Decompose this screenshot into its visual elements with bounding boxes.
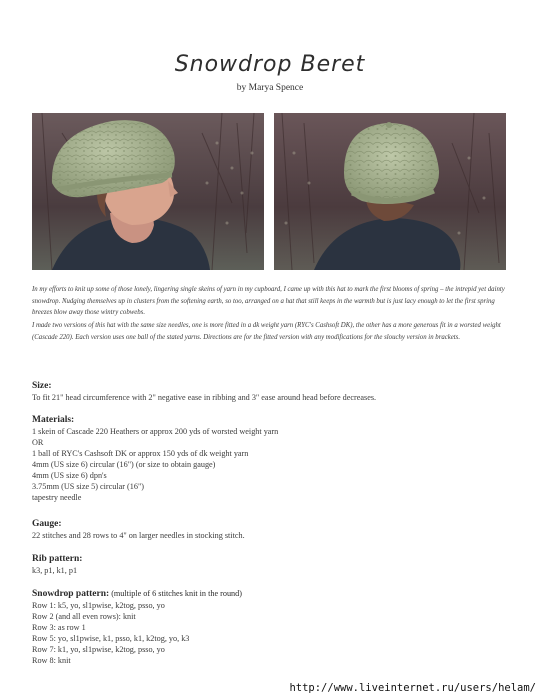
materials-line: tapestry needle — [32, 493, 82, 502]
materials-line: 4mm (US size 6) circular (16") (or size to obtain gauge) — [32, 460, 216, 469]
pattern-row: Row 8: knit — [32, 656, 71, 665]
pattern-row: Row 3: as row 1 — [32, 623, 86, 632]
pattern-row: Row 2 (and all even rows): knit — [32, 612, 136, 621]
size-heading: Size: — [32, 381, 52, 391]
intro-paragraph-1 — [32, 284, 510, 319]
photo-profile-image — [32, 113, 264, 270]
materials-heading: Materials: — [32, 415, 75, 425]
materials-line: 1 ball of RYC's Cashsoft DK or approx 150 yds of dk weight yarn — [32, 449, 249, 458]
author-byline: by Marya Spence — [236, 83, 304, 93]
intro-paragraph-2 — [32, 320, 510, 343]
section-gauge — [32, 518, 512, 541]
source-url-watermark: http://www.liveinternet.ru/users/helam/ — [289, 682, 536, 694]
gauge-text: 22 stitches and 28 rows to 4" on larger needles in stocking stitch. — [32, 531, 245, 540]
section-snowdrop-pattern — [32, 588, 512, 666]
snowdrop-heading — [32, 588, 512, 600]
photo-profile-view — [32, 113, 264, 270]
pattern-row: Row 7: k1, yo, sl1pwise, k2tog, psso, yo — [32, 645, 165, 654]
intro-text-2: I made two versions of this hat with the same size needles, one is more fitted in a dk weight yarn (RYC's Cashsoft DK), the other has a more generous fit in a worsted weight (Cascade 220). Each version uses one ball of the stated yarns. Directions are for the fitted version with any modifications for the slouchy version in brackets. — [32, 322, 501, 341]
materials-line: 4mm (US size 6) dpn's — [32, 471, 107, 480]
rib-heading: Rib pattern: — [32, 554, 83, 564]
snowdrop-heading-note: (multiple of 6 stitches knit in the round) — [109, 589, 242, 598]
pattern-row: Row 5: yo, sl1pwise, k1, psso, k1, k2tog, yo, k3 — [32, 634, 190, 643]
materials-line: 1 skein of Cascade 220 Heathers or approx 200 yds of worsted weight yarn — [32, 427, 279, 436]
section-size — [32, 380, 512, 403]
pattern-row: Row 1: k5, yo, sl1pwise, k2tog, psso, yo — [32, 601, 165, 610]
size-text: To fit 21" head circumference with 2" negative ease in ribbing and 3" ease around head before decreases. — [32, 393, 377, 402]
materials-line: OR — [32, 438, 44, 447]
snowdrop-heading-label: Snowdrop pattern: — [32, 589, 110, 599]
rib-text: k3, p1, k1, p1 — [32, 566, 78, 575]
materials-line: 3.75mm (US size 5) circular (16") — [32, 482, 145, 491]
intro-text-1: In my efforts to knit up some of those lonely, lingering single skeins of yarn in my cupboard, I came up with this hat to mark the first blooms of spring – the intrepid yet dainty snowdrop. Nudging themselves up in clusters from the softening earth, so too, arranged on a hat that still keeps in the warmth but is just lacy enough to let the first spring breezes blow away those wintry cobwebs. — [32, 286, 505, 316]
photo-back-view — [274, 113, 506, 270]
section-materials — [32, 414, 512, 503]
photo-back-image — [274, 113, 506, 270]
gauge-heading: Gauge: — [32, 519, 62, 529]
section-rib-pattern — [32, 553, 512, 576]
page-title: Snowdrop Beret — [174, 52, 366, 77]
